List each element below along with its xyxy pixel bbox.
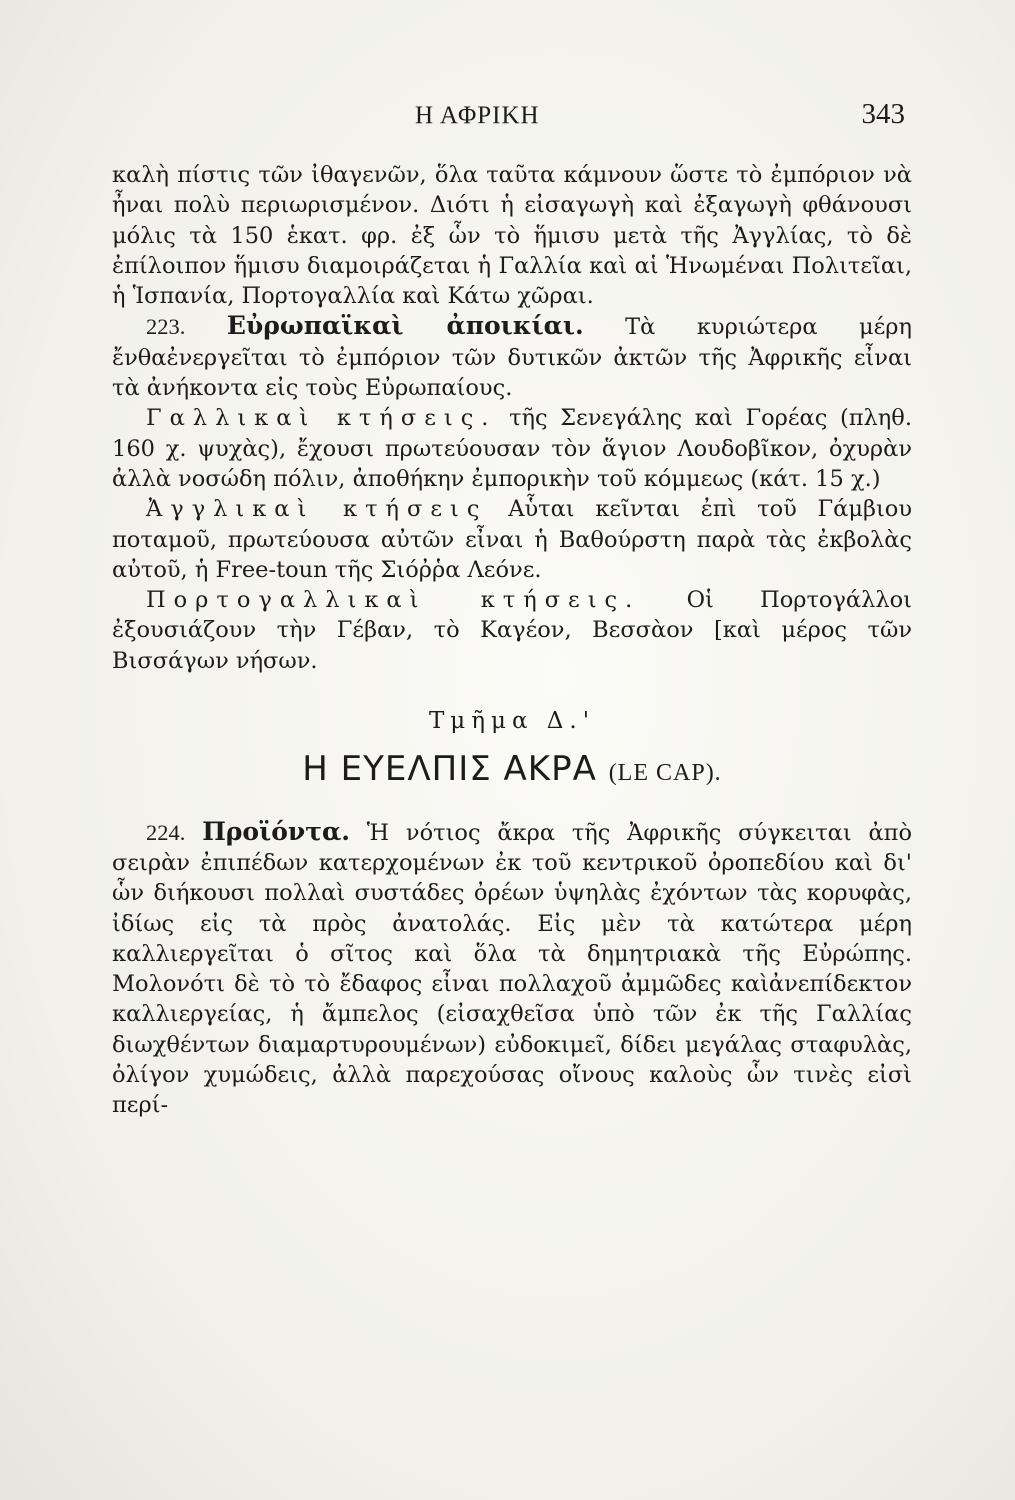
section-title-sub: (LE CAP). [608, 760, 722, 787]
french-possessions-text: τῆς Σενεγάλης καὶ Γορέας (πληθ. 160 χ. ψυχὰς), ἔχουσι πρωτεύουσαν τὸν ἅγιον Λουδοβῖκον, ὀχυρὰν ἀλλὰ νοσώδη πόλιν, ἀποθήκην ἐμπορικὴν τοῦ κόμμεως (κάτ. 15 χ.) [112, 405, 912, 492]
lead-english-possessions: Ἀγγλικαὶ κτήσεις [146, 496, 488, 523]
paragraph-224-text: Ἡ νότιος ἄκρα τῆς Ἀφρικῆς σύγκειται ἀπὸ σειρὰν ἐπιπέδων κατερχομένων ἐκ τοῦ κεντρικοῦ ὀροπεδίου καὶ δι' ὧν διήκουσι πολλαὶ συστάδες ὀρέων ὑψηλὰς ἐχόντων τὰς κορυφὰς, ἰδίως εἰς τὰ πρὸς ἀνατολάς. Εἰς μὲν τὰ κατώτερα μέρη καλλιεργεῖται ὁ σῖτος καὶ ὅλα τὰ δημητριακὰ τῆς Εὐρώπης. Μολονότι δὲ τὸ τὸ ἔδαφος εἶναι πολλαχοῦ ἀμμῶδες καὶἀνεπίδεκτον καλλιεργείας, ἡ ἄμπελος (εἰσαχθεῖσα ὑπὸ τῶν ἐκ τῆς Γαλλίας διωχθέντων διαμαρτυρουμένων) εὐδοκιμεῖ, δίδει μεγάλας σταφυλὰς, ὀλίγον χυμώδεις, ἀλλὰ παρεχούσας οἴνους καλοὺς ὧν τινὲς εἰσὶ περί- [112, 819, 912, 1119]
heading-european-colonies: Εὐρωπαϊκαὶ ἀποικίαι. [226, 311, 584, 341]
paragraph-continued: καλὴ πίστις τῶν ἰθαγενῶν, ὅλα ταῦτα κάμνουν ὥστε τὸ ἐμπόριον νὰ ἦναι πολὺ περιωρισμένον. Διότι ἡ εἰσαγωγὴ καὶ ἐξαγωγὴ φθάνουσι μόλις τὰ 150 ἑκατ. φρ. ἐξ ὧν τὸ ἥμισυ μετὰ τῆς Ἀγγλίας, τὸ δὲ ἐπίλοιπον ἥμισυ διαμοιράζεται ἡ Γαλλία καὶ αἱ Ἡνωμέναι Πολιτεῖαι, ἡ Ἱσπανία, Πορτογαλλία καὶ Κάτω χῶραι. [112, 162, 912, 310]
page-number: 343 [861, 98, 905, 130]
page-body [112, 160, 912, 1121]
paragraph-english-possessions [112, 494, 912, 585]
section-number-224: 224. [146, 819, 186, 845]
heading-products: Προϊόντα. [202, 816, 350, 846]
portuguese-possessions-text: Οἱ Πορτογάλλοι ἐξουσιάζουν τὴν Γέβαν, τὸ Καγέον, Βεσσὰον [καὶ μέρος τῶν Βισσάγων νήσων. [112, 587, 913, 674]
paragraph-223-text: Τὰ κυριώτερα μέρη ἔνθαἐνεργεῖται τὸ ἐμπόριον τῶν δυτικῶν ἀκτῶν τῆς Ἀφρικῆς εἶναι τὰ ἀνήκοντα εἰς τοὺς Εὐρωπαίους. [112, 314, 912, 402]
paragraph-portuguese-possessions [112, 585, 912, 676]
section-number-223: 223. [146, 314, 186, 340]
running-title: Η ΑΦΡΙΚΗ [415, 102, 540, 129]
paragraph-french-possessions [112, 403, 912, 494]
paragraph-224 [112, 817, 912, 1121]
paragraph-223 [112, 311, 912, 403]
page-header [115, 98, 905, 138]
lead-french-possessions: Γαλλικαὶ κτήσεις. [146, 405, 497, 432]
lead-portuguese-possessions: Πορτογαλλικαὶ κτήσεις. [146, 587, 641, 614]
section-title [112, 749, 912, 790]
section-title-main: Η ΕΥΕΛΠΙΣ ΑΚΡΑ [302, 749, 597, 790]
english-possessions-text: Αὗται κεῖνται ἐπὶ τοῦ Γάμβιου ποταμοῦ, πρωτεύουσα αὐτῶν εἶναι ἡ Βαθούρστη παρὰ τὰς ἐκβολὰς αὐτοῦ, ἡ Free-toun τῆς Σιόῤῥα Λεόνε. [112, 496, 913, 583]
section-label: Τμῆμα Δ.' [428, 708, 596, 735]
